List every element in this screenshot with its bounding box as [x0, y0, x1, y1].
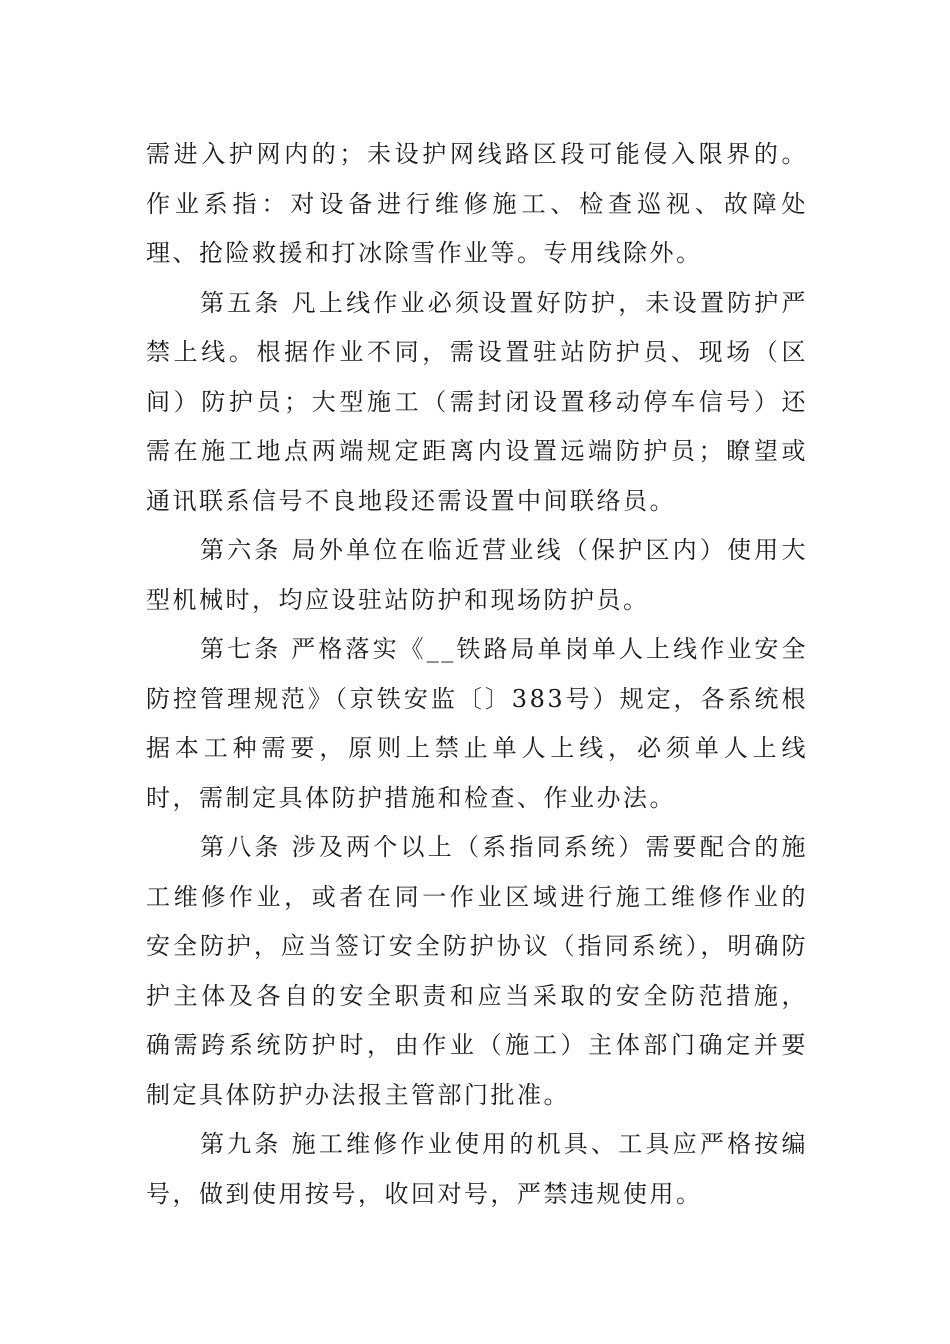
article-9: [146, 1120, 808, 1219]
document-body: [146, 130, 808, 1219]
paragraph-text: 局外单位在临近营业线（保护区内）使用大型机械时，均应设驻站防护和现场防护员。: [146, 536, 809, 614]
article-heading: 第六条: [200, 536, 282, 564]
article-heading: 第七条: [200, 635, 282, 663]
article-heading: 第五条: [200, 288, 282, 317]
article-7: [146, 625, 808, 823]
paragraph-text: 严格落实《__铁路局单岗单人上线作业安全防控管理规范》（京铁安监〔〕383号）规定，各系统根据本工种需要，原则上禁止单人上线，必须单人上线时，需制定具体防护措施和检查、作业办法。: [146, 635, 809, 812]
article-6: [146, 526, 808, 625]
paragraph-text: 涉及两个以上（系指同系统）需要配合的施工维修作业，或者在同一作业区域进行施工维修作业的安全防护，应当签订安全防护协议（指同系统），明确防护主体及各自的安全职责和应当采取的安全防范措施，确需跨系统防护时，由作业（施工）主体部门确定并要制定具体防护办法报主管部门批准。: [146, 833, 809, 1109]
paragraph-text: 施工维修作业使用的机具、工具应严格按编号，做到使用按号，收回对号，严禁违规使用。: [146, 1130, 809, 1208]
paragraph-continuation: [146, 130, 808, 279]
article-heading: 第九条: [200, 1130, 282, 1158]
paragraph-text: 需进入护网内的；未设护网线路区段可能侵入限界的。作业系指：对设备进行维修施工、检查巡视、故障处理、抢险救援和打冰除雪作业等。专用线除外。: [146, 140, 808, 267]
article-heading: 第八条: [200, 833, 282, 861]
paragraph-text: 凡上线作业必须设置好防护，未设置防护严禁上线。根据作业不同，需设置驻站防护员、现场（区间）防护员；大型施工（需封闭设置移动停车信号）还需在施工地点两端规定距离内设置远端防护员；瞭望或通讯联系信号不良地段还需设置中间联络员。: [146, 288, 809, 515]
article-8: [146, 823, 808, 1120]
article-5: [146, 279, 808, 527]
